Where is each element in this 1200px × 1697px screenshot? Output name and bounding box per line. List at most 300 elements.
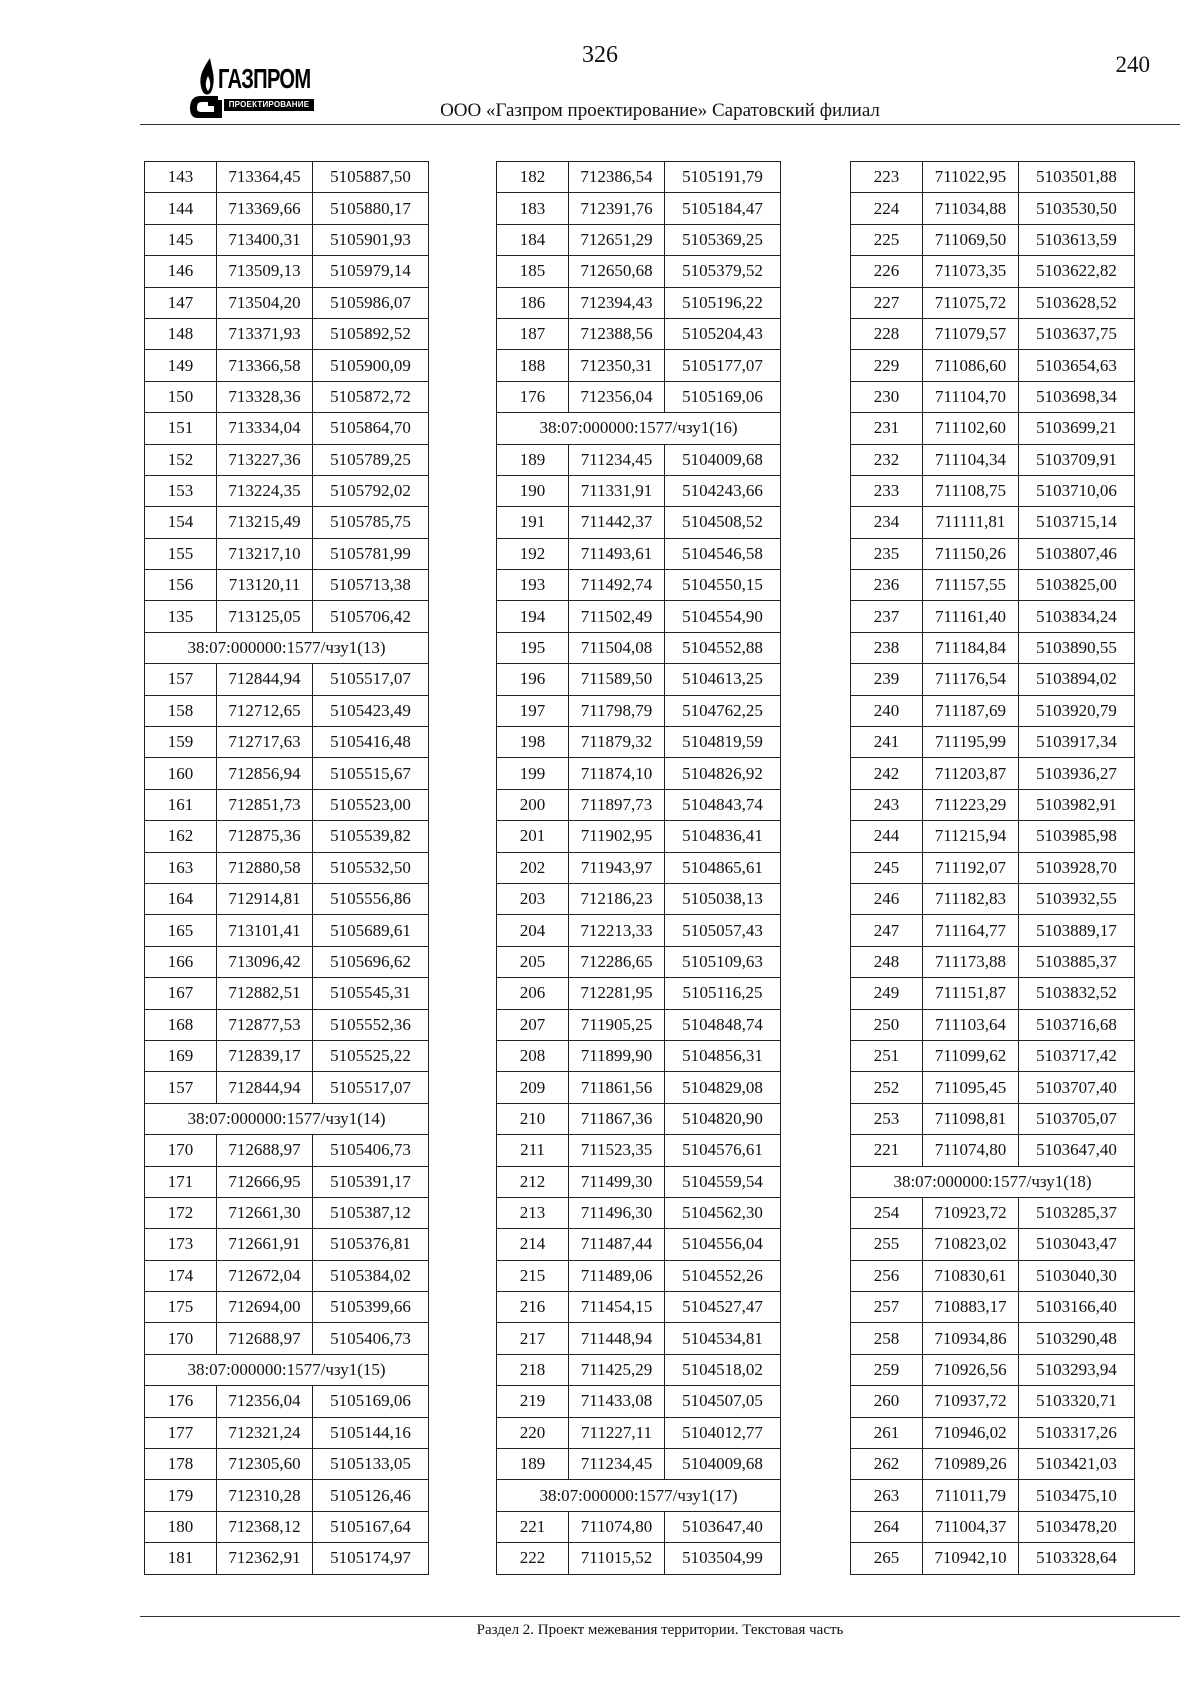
table-row xyxy=(497,538,781,569)
point-number-cell: 262 xyxy=(851,1449,923,1480)
point-number-cell: 157 xyxy=(145,664,217,695)
point-number-cell: 256 xyxy=(851,1260,923,1291)
x-coordinate-cell: 712362,91 xyxy=(217,1543,313,1574)
y-coordinate-cell: 5104508,52 xyxy=(665,507,781,538)
y-coordinate-cell: 5103654,63 xyxy=(1019,350,1135,381)
point-number-cell: 182 xyxy=(497,162,569,193)
y-coordinate-cell: 5105532,50 xyxy=(313,852,429,883)
table-row xyxy=(851,1323,1135,1354)
footer-divider xyxy=(140,1616,1180,1617)
point-number-cell: 211 xyxy=(497,1135,569,1166)
y-coordinate-cell: 5105109,63 xyxy=(665,946,781,977)
x-coordinate-cell: 712694,00 xyxy=(217,1292,313,1323)
y-coordinate-cell: 5105174,97 xyxy=(313,1543,429,1574)
x-coordinate-cell: 713504,20 xyxy=(217,287,313,318)
x-coordinate-cell: 712851,73 xyxy=(217,789,313,820)
x-coordinate-cell: 712394,43 xyxy=(569,287,665,318)
x-coordinate-cell: 711234,45 xyxy=(569,444,665,475)
point-number-cell: 229 xyxy=(851,350,923,381)
y-coordinate-cell: 5105167,64 xyxy=(313,1511,429,1542)
table-row xyxy=(497,287,781,318)
table-row xyxy=(851,695,1135,726)
y-coordinate-cell: 5105116,25 xyxy=(665,978,781,1009)
table-row xyxy=(145,193,429,224)
y-coordinate-cell: 5103637,75 xyxy=(1019,318,1135,349)
x-coordinate-cell: 711499,30 xyxy=(569,1166,665,1197)
table-row xyxy=(497,570,781,601)
x-coordinate-cell: 712688,97 xyxy=(217,1135,313,1166)
logo-wordmark: ГАЗПРОМ xyxy=(218,63,311,94)
table-row xyxy=(145,318,429,349)
y-coordinate-cell: 5105406,73 xyxy=(313,1323,429,1354)
x-coordinate-cell: 711150,26 xyxy=(923,538,1019,569)
table-row xyxy=(497,1354,781,1385)
x-coordinate-cell: 712844,94 xyxy=(217,664,313,695)
table-row xyxy=(497,727,781,758)
point-number-cell: 219 xyxy=(497,1386,569,1417)
point-number-cell: 251 xyxy=(851,1040,923,1071)
point-number-cell: 212 xyxy=(497,1166,569,1197)
x-coordinate-cell: 711867,36 xyxy=(569,1103,665,1134)
point-number-cell: 183 xyxy=(497,193,569,224)
x-coordinate-cell: 711215,94 xyxy=(923,821,1019,852)
y-coordinate-cell: 5104009,68 xyxy=(665,1449,781,1480)
x-coordinate-cell: 712666,95 xyxy=(217,1166,313,1197)
point-number-cell: 252 xyxy=(851,1072,923,1103)
table-row xyxy=(145,1072,429,1103)
sheet-number: 240 xyxy=(1115,52,1150,77)
table-row xyxy=(497,381,781,412)
table-row xyxy=(851,318,1135,349)
y-coordinate-cell: 5105539,82 xyxy=(313,821,429,852)
y-coordinate-cell: 5104826,92 xyxy=(665,758,781,789)
table-row xyxy=(145,570,429,601)
point-number-cell: 163 xyxy=(145,852,217,883)
point-number-cell: 200 xyxy=(497,789,569,820)
table-row xyxy=(851,978,1135,1009)
x-coordinate-cell: 711164,77 xyxy=(923,915,1019,946)
y-coordinate-cell: 5103890,55 xyxy=(1019,632,1135,663)
y-coordinate-cell: 5103985,98 xyxy=(1019,821,1135,852)
x-coordinate-cell: 711079,57 xyxy=(923,318,1019,349)
y-coordinate-cell: 5104865,61 xyxy=(665,852,781,883)
table-row xyxy=(145,381,429,412)
y-coordinate-cell: 5105706,42 xyxy=(313,601,429,632)
x-coordinate-cell: 711073,35 xyxy=(923,256,1019,287)
point-number-cell: 172 xyxy=(145,1197,217,1228)
table-row xyxy=(497,1040,781,1071)
table-row xyxy=(145,444,429,475)
y-coordinate-cell: 5105384,02 xyxy=(313,1260,429,1291)
x-coordinate-cell: 711074,80 xyxy=(923,1135,1019,1166)
x-coordinate-cell: 711187,69 xyxy=(923,695,1019,726)
section-header-row xyxy=(145,632,429,663)
y-coordinate-cell: 5104552,26 xyxy=(665,1260,781,1291)
table-row xyxy=(145,256,429,287)
x-coordinate-cell: 712717,63 xyxy=(217,727,313,758)
table-row xyxy=(851,507,1135,538)
parcel-section-label: 38:07:000000:1577/чзу1(14) xyxy=(145,1103,429,1134)
table-row xyxy=(497,883,781,914)
table-row xyxy=(145,1009,429,1040)
point-number-cell: 238 xyxy=(851,632,923,663)
point-number-cell: 190 xyxy=(497,475,569,506)
x-coordinate-cell: 713120,11 xyxy=(217,570,313,601)
point-number-cell: 152 xyxy=(145,444,217,475)
y-coordinate-cell: 5103647,40 xyxy=(665,1511,781,1542)
y-coordinate-cell: 5105144,16 xyxy=(313,1417,429,1448)
y-coordinate-cell: 5103920,79 xyxy=(1019,695,1135,726)
point-number-cell: 222 xyxy=(497,1543,569,1574)
y-coordinate-cell: 5105387,12 xyxy=(313,1197,429,1228)
x-coordinate-cell: 713334,04 xyxy=(217,413,313,444)
x-coordinate-cell: 711504,08 xyxy=(569,632,665,663)
point-number-cell: 259 xyxy=(851,1354,923,1385)
point-number-cell: 160 xyxy=(145,758,217,789)
x-coordinate-cell: 712650,68 xyxy=(569,256,665,287)
x-coordinate-cell: 712839,17 xyxy=(217,1040,313,1071)
table-row xyxy=(497,1135,781,1166)
x-coordinate-cell: 711034,88 xyxy=(923,193,1019,224)
x-coordinate-cell: 711074,80 xyxy=(569,1511,665,1542)
table-row xyxy=(145,1323,429,1354)
table-row xyxy=(851,727,1135,758)
point-number-cell: 264 xyxy=(851,1511,923,1542)
header-divider xyxy=(140,124,1180,125)
x-coordinate-cell: 713364,45 xyxy=(217,162,313,193)
table-row xyxy=(851,632,1135,663)
x-coordinate-cell: 711075,72 xyxy=(923,287,1019,318)
point-number-cell: 208 xyxy=(497,1040,569,1071)
table-row xyxy=(497,758,781,789)
point-number-cell: 173 xyxy=(145,1229,217,1260)
y-coordinate-cell: 5105057,43 xyxy=(665,915,781,946)
table-row xyxy=(145,1480,429,1511)
y-coordinate-cell: 5105892,52 xyxy=(313,318,429,349)
table-row xyxy=(497,915,781,946)
y-coordinate-cell: 5105713,38 xyxy=(313,570,429,601)
x-coordinate-cell: 712844,94 xyxy=(217,1072,313,1103)
table-row xyxy=(145,1260,429,1291)
point-number-cell: 186 xyxy=(497,287,569,318)
x-coordinate-cell: 712712,65 xyxy=(217,695,313,726)
table-row xyxy=(851,193,1135,224)
x-coordinate-cell: 712286,65 xyxy=(569,946,665,977)
y-coordinate-cell: 5103716,68 xyxy=(1019,1009,1135,1040)
point-number-cell: 265 xyxy=(851,1543,923,1574)
x-coordinate-cell: 712356,04 xyxy=(217,1386,313,1417)
y-coordinate-cell: 5103834,24 xyxy=(1019,601,1135,632)
table-row xyxy=(145,1229,429,1260)
table-row xyxy=(145,946,429,977)
x-coordinate-cell: 713227,36 xyxy=(217,444,313,475)
table-row xyxy=(145,1449,429,1480)
table-row xyxy=(851,444,1135,475)
table-row xyxy=(497,507,781,538)
table-row xyxy=(851,1449,1135,1480)
x-coordinate-cell: 710926,56 xyxy=(923,1354,1019,1385)
point-number-cell: 146 xyxy=(145,256,217,287)
table-row xyxy=(497,1323,781,1354)
y-coordinate-cell: 5103710,06 xyxy=(1019,475,1135,506)
y-coordinate-cell: 5105525,22 xyxy=(313,1040,429,1071)
table-row xyxy=(851,1480,1135,1511)
table-row xyxy=(851,224,1135,255)
y-coordinate-cell: 5104552,88 xyxy=(665,632,781,663)
y-coordinate-cell: 5103936,27 xyxy=(1019,758,1135,789)
x-coordinate-cell: 711492,74 xyxy=(569,570,665,601)
table-row xyxy=(497,1511,781,1542)
point-number-cell: 244 xyxy=(851,821,923,852)
point-number-cell: 260 xyxy=(851,1386,923,1417)
x-coordinate-cell: 712186,23 xyxy=(569,883,665,914)
x-coordinate-cell: 712856,94 xyxy=(217,758,313,789)
y-coordinate-cell: 5103421,03 xyxy=(1019,1449,1135,1480)
table-row xyxy=(145,883,429,914)
table-row xyxy=(497,789,781,820)
y-coordinate-cell: 5103328,64 xyxy=(1019,1543,1135,1574)
x-coordinate-cell: 712672,04 xyxy=(217,1260,313,1291)
x-coordinate-cell: 711108,75 xyxy=(923,475,1019,506)
x-coordinate-cell: 710946,02 xyxy=(923,1417,1019,1448)
table-row xyxy=(851,1229,1135,1260)
table-row xyxy=(497,318,781,349)
point-number-cell: 135 xyxy=(145,601,217,632)
x-coordinate-cell: 711879,32 xyxy=(569,727,665,758)
y-coordinate-cell: 5103285,37 xyxy=(1019,1197,1135,1228)
y-coordinate-cell: 5104576,61 xyxy=(665,1135,781,1166)
point-number-cell: 207 xyxy=(497,1009,569,1040)
y-coordinate-cell: 5105379,52 xyxy=(665,256,781,287)
y-coordinate-cell: 5103166,40 xyxy=(1019,1292,1135,1323)
y-coordinate-cell: 5104550,15 xyxy=(665,570,781,601)
parcel-section-label: 38:07:000000:1577/чзу1(18) xyxy=(851,1166,1135,1197)
y-coordinate-cell: 5105191,79 xyxy=(665,162,781,193)
table-row xyxy=(497,162,781,193)
point-number-cell: 239 xyxy=(851,664,923,695)
point-number-cell: 263 xyxy=(851,1480,923,1511)
table-row xyxy=(851,413,1135,444)
y-coordinate-cell: 5103807,46 xyxy=(1019,538,1135,569)
y-coordinate-cell: 5105864,70 xyxy=(313,413,429,444)
x-coordinate-cell: 711203,87 xyxy=(923,758,1019,789)
y-coordinate-cell: 5103293,94 xyxy=(1019,1354,1135,1385)
table-row xyxy=(851,1511,1135,1542)
point-number-cell: 247 xyxy=(851,915,923,946)
point-number-cell: 199 xyxy=(497,758,569,789)
x-coordinate-cell: 712356,04 xyxy=(569,381,665,412)
x-coordinate-cell: 711182,83 xyxy=(923,883,1019,914)
point-number-cell: 185 xyxy=(497,256,569,287)
y-coordinate-cell: 5105196,22 xyxy=(665,287,781,318)
point-number-cell: 196 xyxy=(497,664,569,695)
point-number-cell: 221 xyxy=(497,1511,569,1542)
x-coordinate-cell: 713217,10 xyxy=(217,538,313,569)
parcel-section-label: 38:07:000000:1577/чзу1(16) xyxy=(497,413,781,444)
table-row xyxy=(145,758,429,789)
y-coordinate-cell: 5105986,07 xyxy=(313,287,429,318)
point-number-cell: 234 xyxy=(851,507,923,538)
y-coordinate-cell: 5105126,46 xyxy=(313,1480,429,1511)
point-number-cell: 214 xyxy=(497,1229,569,1260)
y-coordinate-cell: 5105517,07 xyxy=(313,664,429,695)
y-coordinate-cell: 5103894,02 xyxy=(1019,664,1135,695)
point-number-cell: 198 xyxy=(497,727,569,758)
table-row xyxy=(497,601,781,632)
y-coordinate-cell: 5105517,07 xyxy=(313,1072,429,1103)
y-coordinate-cell: 5104546,58 xyxy=(665,538,781,569)
y-coordinate-cell: 5104527,47 xyxy=(665,1292,781,1323)
x-coordinate-cell: 712914,81 xyxy=(217,883,313,914)
y-coordinate-cell: 5105416,48 xyxy=(313,727,429,758)
table-row xyxy=(497,1292,781,1323)
table-row xyxy=(497,664,781,695)
point-number-cell: 225 xyxy=(851,224,923,255)
parcel-section-label: 38:07:000000:1577/чзу1(17) xyxy=(497,1480,781,1511)
table-row xyxy=(497,695,781,726)
x-coordinate-cell: 712368,12 xyxy=(217,1511,313,1542)
x-coordinate-cell: 711173,88 xyxy=(923,946,1019,977)
point-number-cell: 241 xyxy=(851,727,923,758)
gazprom-logo xyxy=(188,56,316,122)
table-row xyxy=(497,350,781,381)
table-row xyxy=(851,664,1135,695)
table-row xyxy=(145,350,429,381)
table-row xyxy=(497,632,781,663)
table-row xyxy=(851,1197,1135,1228)
table-row xyxy=(145,1511,429,1542)
point-number-cell: 166 xyxy=(145,946,217,977)
point-number-cell: 179 xyxy=(145,1480,217,1511)
x-coordinate-cell: 712281,95 xyxy=(569,978,665,1009)
y-coordinate-cell: 5103928,70 xyxy=(1019,852,1135,883)
y-coordinate-cell: 5103475,10 xyxy=(1019,1480,1135,1511)
x-coordinate-cell: 711157,55 xyxy=(923,570,1019,601)
table-row xyxy=(497,1417,781,1448)
y-coordinate-cell: 5104820,90 xyxy=(665,1103,781,1134)
point-number-cell: 205 xyxy=(497,946,569,977)
y-coordinate-cell: 5105901,93 xyxy=(313,224,429,255)
point-number-cell: 147 xyxy=(145,287,217,318)
x-coordinate-cell: 710823,02 xyxy=(923,1229,1019,1260)
x-coordinate-cell: 712877,53 xyxy=(217,1009,313,1040)
x-coordinate-cell: 711487,44 xyxy=(569,1229,665,1260)
point-number-cell: 235 xyxy=(851,538,923,569)
x-coordinate-cell: 711448,94 xyxy=(569,1323,665,1354)
table-row xyxy=(145,162,429,193)
y-coordinate-cell: 5103917,34 xyxy=(1019,727,1135,758)
table-row xyxy=(145,695,429,726)
y-coordinate-cell: 5105376,81 xyxy=(313,1229,429,1260)
x-coordinate-cell: 711331,91 xyxy=(569,475,665,506)
table-row xyxy=(497,1197,781,1228)
point-number-cell: 228 xyxy=(851,318,923,349)
x-coordinate-cell: 711433,08 xyxy=(569,1386,665,1417)
parcel-section-label: 38:07:000000:1577/чзу1(15) xyxy=(145,1354,429,1385)
x-coordinate-cell: 711104,34 xyxy=(923,444,1019,475)
point-number-cell: 232 xyxy=(851,444,923,475)
y-coordinate-cell: 5105523,00 xyxy=(313,789,429,820)
y-coordinate-cell: 5105406,73 xyxy=(313,1135,429,1166)
x-coordinate-cell: 713224,35 xyxy=(217,475,313,506)
x-coordinate-cell: 713215,49 xyxy=(217,507,313,538)
y-coordinate-cell: 5105785,75 xyxy=(313,507,429,538)
x-coordinate-cell: 712688,97 xyxy=(217,1323,313,1354)
coordinates-table-2 xyxy=(496,161,781,1575)
point-number-cell: 184 xyxy=(497,224,569,255)
table-row xyxy=(145,538,429,569)
y-coordinate-cell: 5105900,09 xyxy=(313,350,429,381)
y-coordinate-cell: 5104559,54 xyxy=(665,1166,781,1197)
y-coordinate-cell: 5104556,04 xyxy=(665,1229,781,1260)
table-row xyxy=(851,1292,1135,1323)
point-number-cell: 254 xyxy=(851,1197,923,1228)
point-number-cell: 233 xyxy=(851,475,923,506)
x-coordinate-cell: 711943,97 xyxy=(569,852,665,883)
table-row xyxy=(851,475,1135,506)
y-coordinate-cell: 5105887,50 xyxy=(313,162,429,193)
point-number-cell: 231 xyxy=(851,413,923,444)
table-row xyxy=(145,1386,429,1417)
point-number-cell: 169 xyxy=(145,1040,217,1071)
y-coordinate-cell: 5105545,31 xyxy=(313,978,429,1009)
point-number-cell: 195 xyxy=(497,632,569,663)
table-row xyxy=(851,1009,1135,1040)
x-coordinate-cell: 710883,17 xyxy=(923,1292,1019,1323)
y-coordinate-cell: 5103717,42 xyxy=(1019,1040,1135,1071)
table-row xyxy=(851,381,1135,412)
x-coordinate-cell: 712875,36 xyxy=(217,821,313,852)
table-row xyxy=(145,1197,429,1228)
x-coordinate-cell: 710923,72 xyxy=(923,1197,1019,1228)
point-number-cell: 226 xyxy=(851,256,923,287)
point-number-cell: 215 xyxy=(497,1260,569,1291)
y-coordinate-cell: 5104534,81 xyxy=(665,1323,781,1354)
point-number-cell: 237 xyxy=(851,601,923,632)
point-number-cell: 227 xyxy=(851,287,923,318)
y-coordinate-cell: 5103709,91 xyxy=(1019,444,1135,475)
x-coordinate-cell: 711192,07 xyxy=(923,852,1019,883)
x-coordinate-cell: 712350,31 xyxy=(569,350,665,381)
point-number-cell: 153 xyxy=(145,475,217,506)
point-number-cell: 261 xyxy=(851,1417,923,1448)
y-coordinate-cell: 5105399,66 xyxy=(313,1292,429,1323)
section-header-row xyxy=(145,1103,429,1134)
point-number-cell: 258 xyxy=(851,1323,923,1354)
point-number-cell: 150 xyxy=(145,381,217,412)
point-number-cell: 178 xyxy=(145,1449,217,1480)
point-number-cell: 213 xyxy=(497,1197,569,1228)
y-coordinate-cell: 5103478,20 xyxy=(1019,1511,1135,1542)
y-coordinate-cell: 5105872,72 xyxy=(313,381,429,412)
y-coordinate-cell: 5105177,07 xyxy=(665,350,781,381)
y-coordinate-cell: 5105556,86 xyxy=(313,883,429,914)
y-coordinate-cell: 5105696,62 xyxy=(313,946,429,977)
table-row xyxy=(851,1135,1135,1166)
table-row xyxy=(145,821,429,852)
point-number-cell: 220 xyxy=(497,1417,569,1448)
x-coordinate-cell: 712310,28 xyxy=(217,1480,313,1511)
point-number-cell: 154 xyxy=(145,507,217,538)
point-number-cell: 159 xyxy=(145,727,217,758)
y-coordinate-cell: 5104856,31 xyxy=(665,1040,781,1071)
x-coordinate-cell: 710942,10 xyxy=(923,1543,1019,1574)
table-row xyxy=(497,1072,781,1103)
y-coordinate-cell: 5105792,02 xyxy=(313,475,429,506)
point-number-cell: 180 xyxy=(145,1511,217,1542)
table-row xyxy=(497,1166,781,1197)
x-coordinate-cell: 711223,29 xyxy=(923,789,1019,820)
